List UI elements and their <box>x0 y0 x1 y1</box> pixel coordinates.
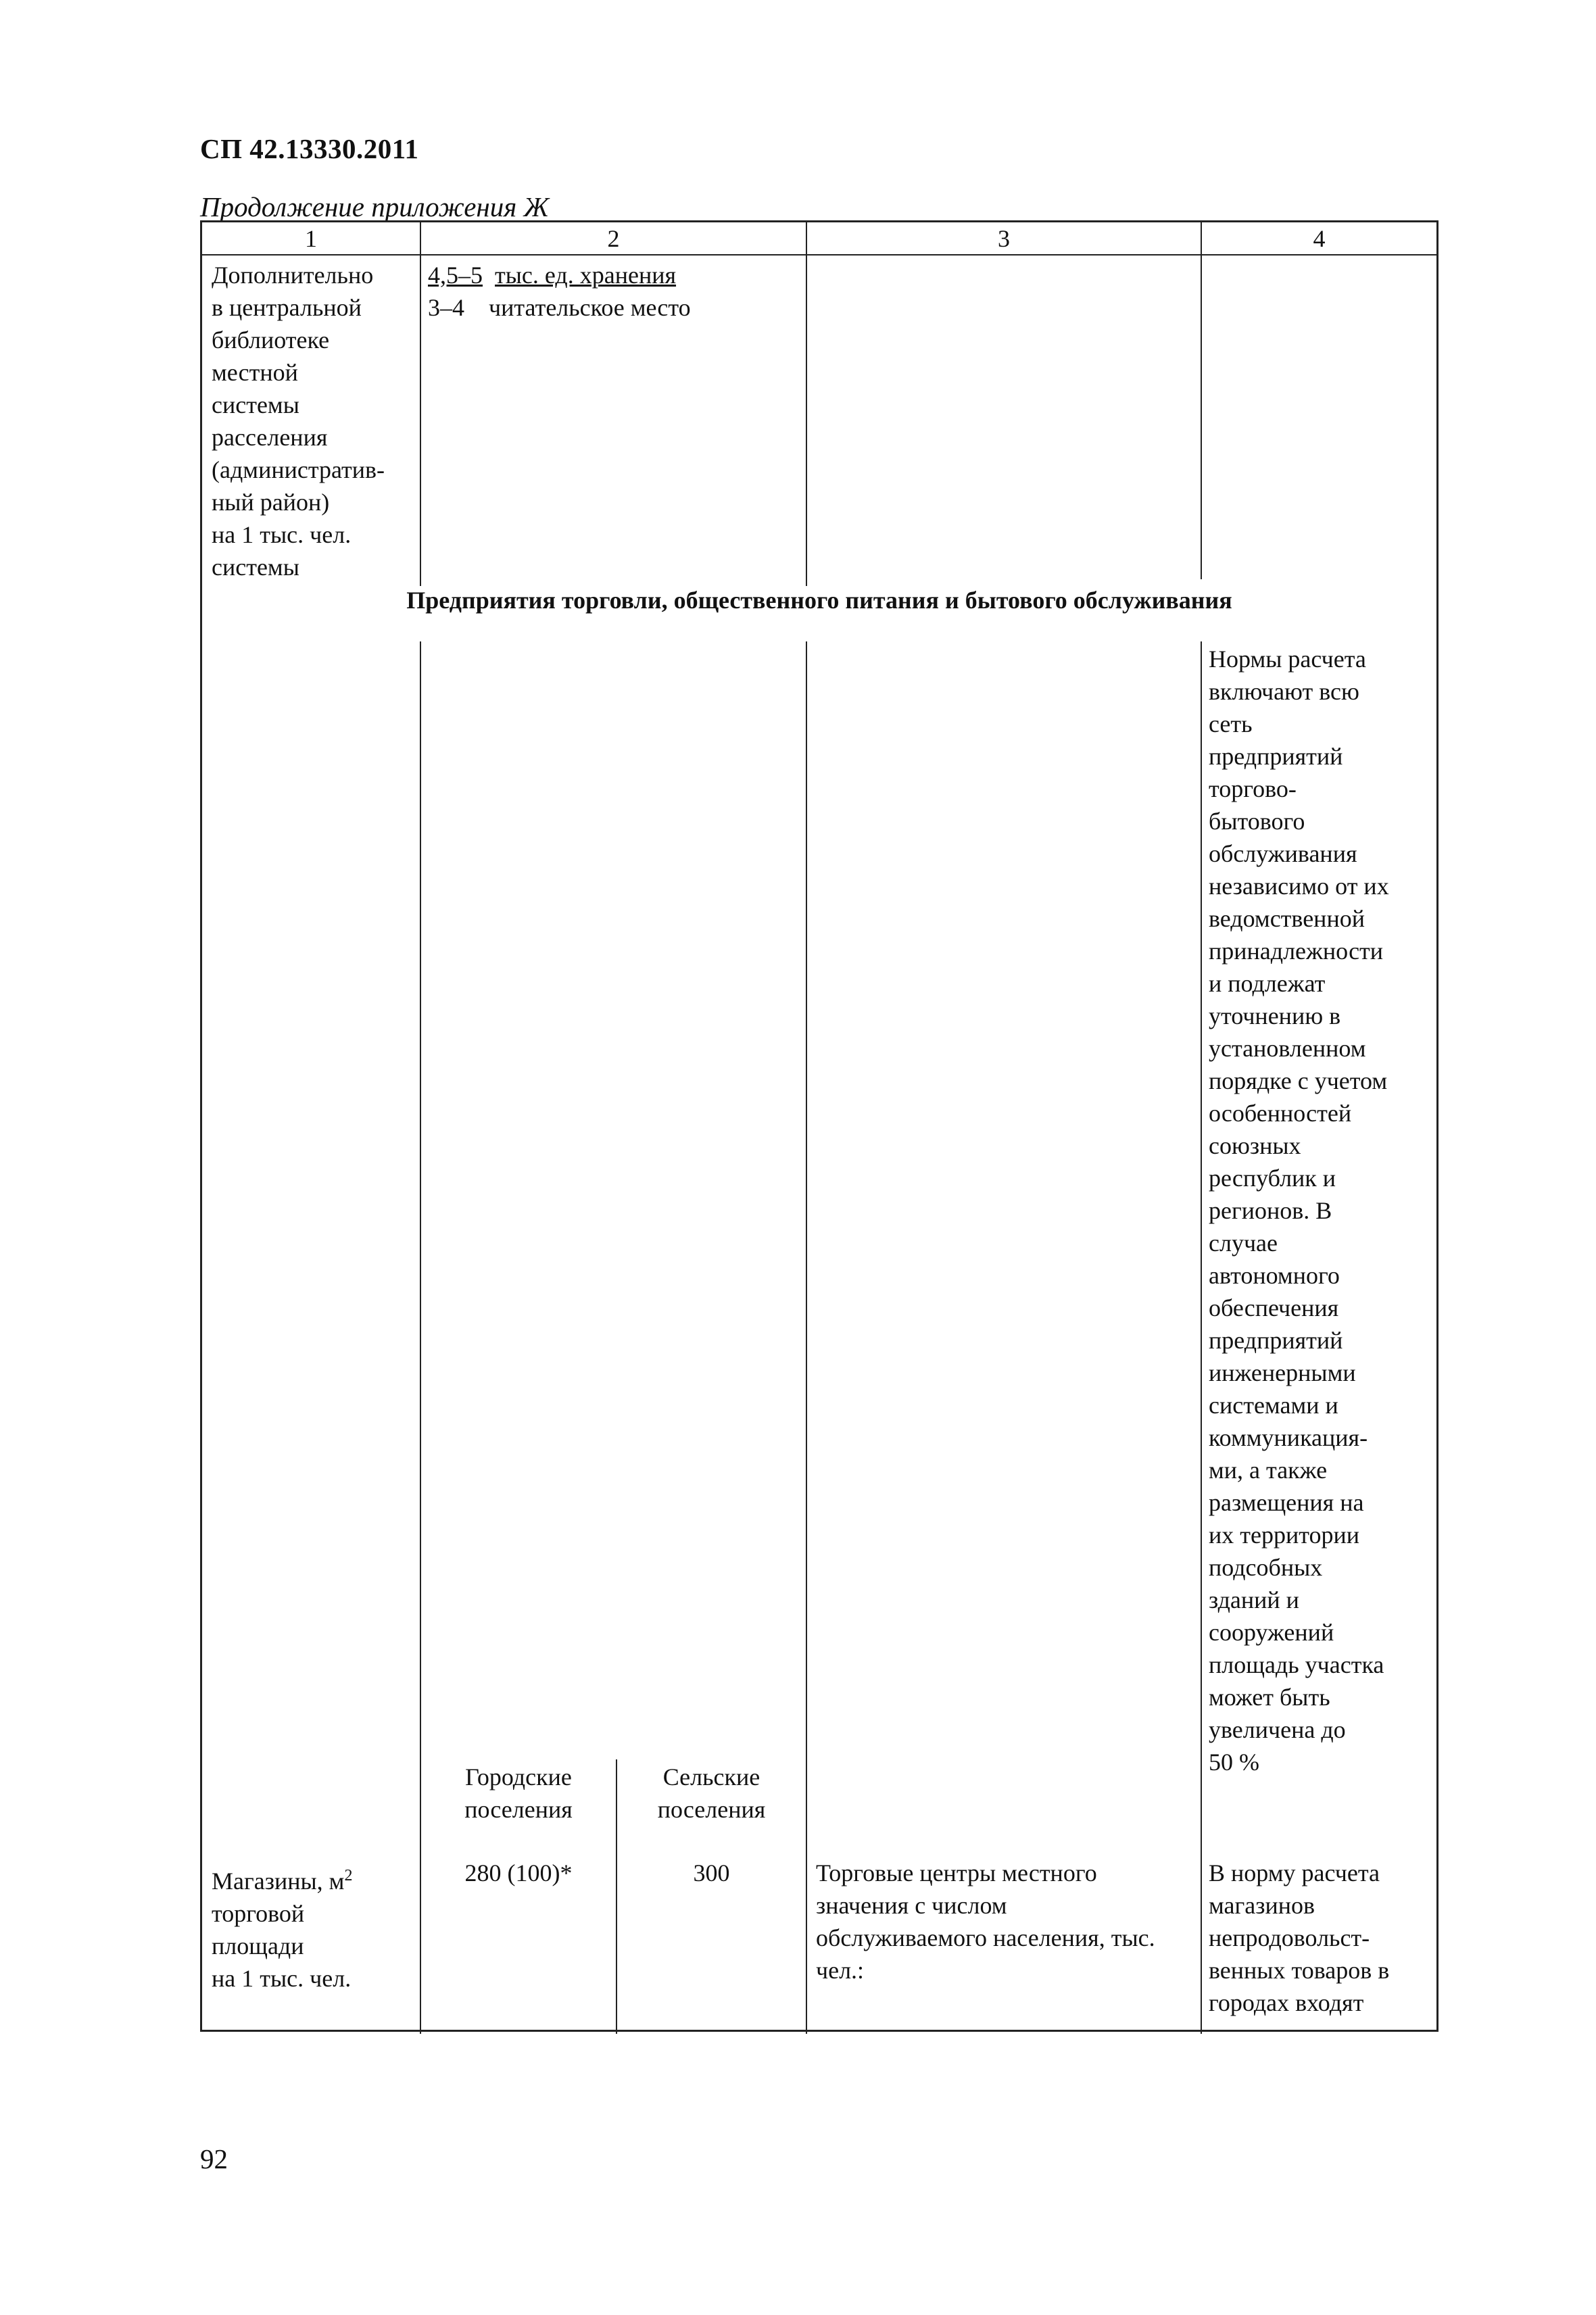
note-line: размещения на <box>1209 1489 1364 1516</box>
note-line: независимо от их <box>1209 873 1389 900</box>
column-header-4: 4 <box>1313 225 1326 252</box>
note-line: принадлежности <box>1209 937 1384 965</box>
header-divider <box>202 254 1436 255</box>
note-line: торгово- <box>1209 775 1297 802</box>
storage-unit: тыс. ед. хранения <box>495 262 677 289</box>
reading-unit: читательское место <box>489 294 691 321</box>
shopping-centers-line: значения с числом <box>816 1892 1007 1919</box>
note-line: подсобных <box>1209 1554 1323 1581</box>
note-line: Нормы расчета <box>1209 645 1366 673</box>
note-line: порядке с учетом <box>1209 1067 1388 1094</box>
shops-row-label-line: на 1 тыс. чел. <box>212 1965 352 1992</box>
shops-note <box>1209 1857 1389 2019</box>
storage-value: 4,5–5 <box>428 262 483 289</box>
library-row-label-line: системы <box>212 391 299 418</box>
shops-row-label-line: торговой <box>212 1900 305 1927</box>
note-line: может быть <box>1209 1684 1330 1711</box>
shops-row-label-line: площади <box>212 1932 304 1959</box>
library-row-label-line: системы <box>212 554 299 581</box>
shops-note-line: магазинов <box>1209 1892 1315 1919</box>
reading-value: 3–4 <box>428 294 464 321</box>
appendix-table <box>200 220 1438 2032</box>
shopping-centers-text <box>816 1857 1155 1987</box>
note-line: их территории <box>1209 1521 1360 1549</box>
column-header-1: 1 <box>305 225 317 252</box>
note-line: особенностей <box>1209 1100 1352 1127</box>
note-line: установленном <box>1209 1035 1366 1062</box>
column-header-2: 2 <box>607 225 620 252</box>
note-line: уточнению в <box>1209 1002 1341 1029</box>
note-line: ведомственной <box>1209 905 1365 932</box>
library-row-label-line: ный район) <box>212 489 330 516</box>
page-number: 92 <box>200 2143 228 2174</box>
col-divider-1-top <box>420 222 421 586</box>
col-divider-3-top <box>1201 222 1202 579</box>
shops-label-text: Магазины, м <box>212 1868 345 1895</box>
library-norms <box>428 259 691 324</box>
shopping-centers-line: чел.: <box>816 1957 865 1984</box>
shopping-centers-line: Торговые центры местного <box>816 1859 1097 1886</box>
library-row-label-line: местной <box>212 359 298 386</box>
urban-header-line: поселения <box>464 1796 573 1823</box>
note-line: регионов. В <box>1209 1197 1332 1224</box>
library-storage-norm <box>428 259 691 291</box>
col-divider-2-bottom <box>806 641 807 2034</box>
shops-note-line: В норму расчета <box>1209 1859 1380 1886</box>
library-row-label-line: на 1 тыс. чел. <box>212 521 352 548</box>
table-caption: Продолжение приложения Ж <box>200 191 550 222</box>
rural-value: 300 <box>693 1859 730 1886</box>
library-reading-norm <box>428 291 691 324</box>
shops-note-line: городах входят <box>1209 1989 1364 2016</box>
superscript: 2 <box>344 1867 353 1884</box>
library-row-label-line: Дополнительно <box>212 262 374 289</box>
note-line: предприятий <box>1209 1327 1343 1354</box>
urban-value: 280 (100)* <box>464 1859 573 1886</box>
note-line: республик и <box>1209 1165 1336 1192</box>
shops-note-line: венных товаров в <box>1209 1957 1390 1984</box>
rural-header-line: поселения <box>657 1796 766 1823</box>
note-line: системами и <box>1209 1392 1338 1419</box>
note-line: случае <box>1209 1229 1278 1257</box>
section-title: Предприятия торговли, общественного питания и бытового обслуживания <box>406 587 1232 614</box>
note-line: включают всю <box>1209 678 1359 705</box>
note-line: предприятий <box>1209 743 1343 770</box>
note-line: ми, а также <box>1209 1457 1328 1484</box>
library-row-label <box>212 259 385 583</box>
rural-settlements-header <box>617 1761 806 1826</box>
shops-row-label-line <box>212 1859 352 1897</box>
library-row-label-line: в центральной <box>212 294 362 321</box>
note-line: увеличена до <box>1209 1716 1346 1743</box>
note-line: и подлежат <box>1209 970 1326 997</box>
norms-note <box>1209 643 1389 1778</box>
note-line: обслуживания <box>1209 840 1357 867</box>
shopping-centers-line: обслуживаемого населения, тыс. <box>816 1924 1155 1951</box>
note-line: сеть <box>1209 710 1253 737</box>
shops-row-label <box>212 1859 352 1995</box>
note-line: коммуникация- <box>1209 1424 1368 1451</box>
document-code: СП 42.13330.2011 <box>200 133 419 164</box>
note-line: площадь участка <box>1209 1651 1384 1678</box>
shops-note-line: непродовольст- <box>1209 1924 1370 1951</box>
urban-header-line: Городские <box>465 1763 572 1790</box>
note-line: зданий и <box>1209 1586 1299 1613</box>
note-line: сооружений <box>1209 1619 1334 1646</box>
library-row-label-line: (административ- <box>212 456 385 483</box>
note-line: бытового <box>1209 808 1305 835</box>
rural-header-line: Сельские <box>662 1763 760 1790</box>
note-line: обеспечения <box>1209 1294 1339 1321</box>
library-row-label-line: библиотеке <box>212 326 330 354</box>
urban-settlements-header <box>421 1761 616 1826</box>
library-row-label-line: расселения <box>212 424 328 451</box>
note-line: инженерными <box>1209 1359 1356 1386</box>
note-line: союзных <box>1209 1132 1301 1159</box>
note-line: 50 % <box>1209 1749 1259 1776</box>
col-divider-2-top <box>806 222 807 586</box>
column-header-3: 3 <box>998 225 1010 252</box>
col-divider-3-bottom <box>1201 641 1202 2034</box>
note-line: автономного <box>1209 1262 1340 1289</box>
